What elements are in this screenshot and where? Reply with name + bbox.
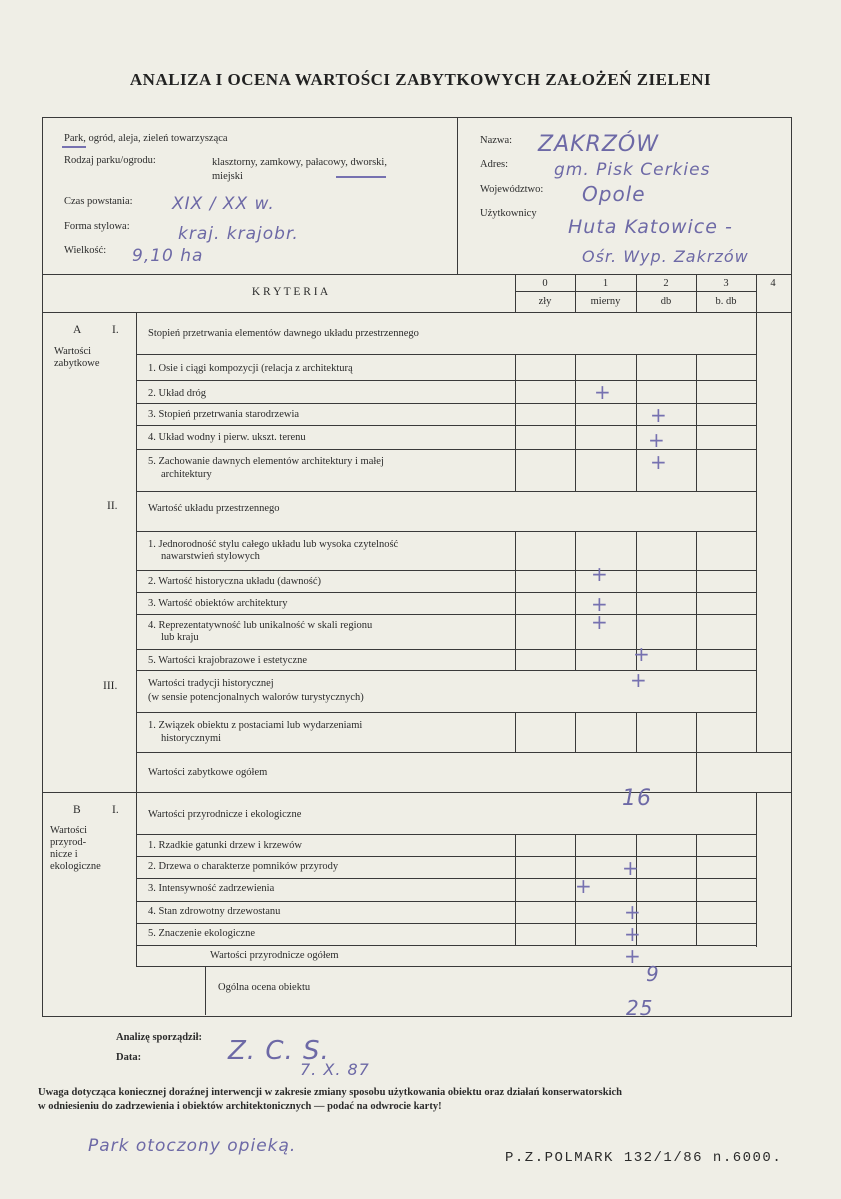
line-n2 <box>136 878 756 879</box>
mark-r5: + <box>650 450 667 474</box>
voivodeship-handwriting: Opole <box>582 182 646 206</box>
size-handwriting: 9,10 ha <box>132 246 204 266</box>
a2-col-3 <box>696 531 697 670</box>
line-total-b <box>136 966 791 967</box>
mark-r2: + <box>594 380 611 404</box>
section-b-roman: I. <box>112 804 119 816</box>
kind-options: klasztorny, zamkowy, pałacowy, dworski, <box>212 157 387 168</box>
line-r1 <box>136 380 756 381</box>
row-a2-5: 5. Wartości krajobrazowe i estetyczne <box>148 655 308 666</box>
name-handwriting: ZAKRZÓW <box>538 132 659 157</box>
b1-side <box>756 792 757 947</box>
kind-underline <box>336 176 386 178</box>
row-b1-2: 2. Drzewa o charakterze pomników przyrody <box>148 861 339 872</box>
b1-col-3 <box>696 834 697 945</box>
section-b-name-1: Wartości <box>50 825 88 836</box>
mark-n2: + <box>622 856 639 880</box>
a3-col-0 <box>515 712 516 752</box>
line-a1-bottom <box>136 491 756 492</box>
a1-col-1 <box>575 354 576 491</box>
row-a1-1: 1. Osie i ciągi kompozycji (relacja z architekturą <box>148 363 353 374</box>
time-label: Czas powstania: <box>64 196 133 207</box>
users-handwriting: Huta Katowice - <box>568 216 733 238</box>
score-2: 2 <box>663 278 669 289</box>
kind-options-2: miejski <box>212 171 243 182</box>
row-b1-4: 4. Stan zdrowotny drzewostanu <box>148 906 281 917</box>
row-a1-4: 4. Układ wodny i pierw. ukszt. terenu <box>148 432 306 443</box>
score-0: 0 <box>542 278 548 289</box>
header-divider <box>457 118 458 274</box>
type-underline <box>62 146 86 148</box>
form-title: ANALIZA I OCENA WARTOŚCI ZABYTKOWYCH ZAŁOŻEŃ ZIELENI <box>129 70 712 89</box>
criteria-label: K R Y T E R I A <box>251 286 329 298</box>
row-a2-4a: 4. Reprezentatywność lub unikalność w skali regionu <box>148 620 373 631</box>
section-a-letter: A <box>73 324 82 336</box>
a2-col-1 <box>575 531 576 670</box>
overall-score: 25 <box>626 996 654 1020</box>
author-label: Analizę sporządził: <box>116 1032 203 1043</box>
note-handwriting: Park otoczony opieką. <box>88 1136 297 1156</box>
address-label: Adres: <box>480 159 508 170</box>
print-code: P.Z.POLMARK 132/1/86 n.6000. <box>505 1150 783 1166</box>
a3-side <box>756 670 757 753</box>
group-a3-title-2: (w sensie potencjonalnych walorów turystycznych) <box>148 692 364 703</box>
line-s4 <box>136 649 756 650</box>
row-a2-2: 2. Wartość historyczna układu (dawność) <box>148 576 322 587</box>
row-a2-1a: 1. Jednorodność stylu całego układu lub wysoka czytelność <box>148 539 399 550</box>
mark-s4: + <box>591 610 608 634</box>
b1-col-0 <box>515 834 516 945</box>
score-4: 4 <box>770 278 776 289</box>
line-b1-top <box>136 834 756 835</box>
name-label: Nazwa: <box>480 135 513 146</box>
section-column-line <box>136 312 137 966</box>
a1-side <box>756 312 757 492</box>
line-a3-bottom <box>136 752 791 753</box>
mark-g3: + <box>630 668 647 692</box>
line-a2-top <box>136 531 756 532</box>
group-b1-title: Wartości przyrodnicze i ekologiczne <box>148 809 302 820</box>
total-a-side <box>696 752 697 792</box>
mark-n4: + <box>624 900 641 924</box>
row-b1-1: 1. Rzadkie gatunki drzew i krzewów <box>148 840 302 851</box>
note-line-1: Uwaga dotycząca koniecznej doraźnej interwencji w zakresie zmiany sposobu użytkowania obiektu oraz działań konserwatorskich <box>38 1087 622 1098</box>
a3-col-2 <box>636 712 637 752</box>
section-a-iii: III. <box>103 680 118 692</box>
row-a1-2: 2. Układ dróg <box>148 388 207 399</box>
row-a3-1a: 1. Związek obiektu z postaciami lub wydarzeniami <box>148 720 363 731</box>
author-signature: Z. C. S. <box>228 1036 330 1066</box>
mark-r3: + <box>650 403 667 427</box>
score-1: 1 <box>602 278 609 289</box>
score-header-mid <box>515 291 757 292</box>
line-a1-top <box>136 354 756 355</box>
line-n4 <box>136 923 756 924</box>
score-label-2: db <box>660 296 672 307</box>
mark-r4: + <box>648 428 665 452</box>
overall-left <box>205 966 206 1015</box>
kind-label: Rodzaj parku/ogrodu: <box>64 155 156 166</box>
row-a2-1b: nawarstwień stylowych <box>161 551 260 562</box>
a1-col-2 <box>636 354 637 491</box>
total-a-label: Wartości zabytkowe ogółem <box>148 767 268 778</box>
type-label: Park, ogród, aleja, zieleń towarzysząca <box>64 133 228 144</box>
section-b-name-3: nicze i <box>50 849 78 860</box>
a2-side <box>756 491 757 671</box>
users-label: Użytkownicy <box>480 208 537 219</box>
total-a-score: 16 <box>622 786 652 811</box>
size-label: Wielkość: <box>64 245 107 256</box>
mark-s3: + <box>591 592 608 616</box>
users-handwriting-2: Ośr. Wyp. Zakrzów <box>582 247 749 266</box>
score-label-0: zły <box>538 296 552 307</box>
total-b-label: Wartości przyrodnicze ogółem <box>210 950 339 961</box>
style-label: Forma stylowa: <box>64 221 130 232</box>
group-a1-title: Stopień przetrwania elementów dawnego układu przestrzennego <box>148 328 419 339</box>
total-b-score: 9 <box>646 962 660 986</box>
mark-total-b: + <box>624 944 641 968</box>
row-a3-1b: historycznymi <box>161 733 222 744</box>
header-bottom-line <box>43 274 791 275</box>
line-b1-bottom <box>136 945 756 946</box>
score-label-3: b. db <box>715 296 737 307</box>
score-3: 3 <box>723 278 729 289</box>
style-handwriting: kraj. krajobr. <box>178 224 299 244</box>
section-a-ii: II. <box>107 500 118 512</box>
score-label-1: mierny <box>590 296 621 307</box>
criteria-header-bottom <box>43 312 791 313</box>
note-line-2: w odniesieniu do zadrzewienia i obiektów architektonicznych — podać na odwrocie karty! <box>38 1101 442 1112</box>
section-b-name-2: przyrod- <box>50 837 87 848</box>
row-a2-3: 3. Wartość obiektów architektury <box>148 598 288 609</box>
section-b-name-4: ekologiczne <box>50 861 101 872</box>
row-b1-5: 5. Znaczenie ekologiczne <box>148 928 255 939</box>
a1-col-0 <box>515 354 516 491</box>
line-n3 <box>136 901 756 902</box>
overall-label: Ogólna ocena obiektu <box>218 982 311 993</box>
row-a1-5a: 5. Zachowanie dawnych elementów architektury i małej <box>148 456 384 467</box>
line-s1 <box>136 570 756 571</box>
line-a2-bottom <box>136 670 756 671</box>
row-a2-4b: lub kraju <box>161 632 199 643</box>
mark-s5: + <box>633 642 650 666</box>
a2-col-0 <box>515 531 516 670</box>
mark-n5: + <box>624 922 641 946</box>
section-b-letter: B <box>73 804 81 816</box>
section-a-roman: I. <box>112 324 119 336</box>
group-a3-title-1: Wartości tradycji historycznej <box>148 678 274 689</box>
mark-s2: + <box>591 562 608 586</box>
section-a-name: Wartości zabytkowe <box>54 346 100 369</box>
line-a3-top <box>136 712 756 713</box>
date-label: Data: <box>116 1052 142 1063</box>
a3-col-1 <box>575 712 576 752</box>
voivodeship-label: Województwo: <box>480 184 544 195</box>
row-b1-3: 3. Intensywność zadrzewienia <box>148 883 275 894</box>
line-n1 <box>136 856 756 857</box>
a1-col-3 <box>696 354 697 491</box>
row-a1-5b: architektury <box>161 469 212 480</box>
row-a1-3: 3. Stopień przetrwania starodrzewia <box>148 409 300 420</box>
address-handwriting: gm. Pisk Cerkies <box>554 160 711 180</box>
a3-col-3 <box>696 712 697 752</box>
line-s2 <box>136 592 756 593</box>
time-handwriting: XIX / XX w. <box>172 194 275 214</box>
section-a-b-divider <box>43 792 791 793</box>
line-s3 <box>136 614 756 615</box>
group-a2-title: Wartość układu przestrzennego <box>148 503 280 514</box>
date-handwriting: 7. X. 87 <box>300 1060 370 1079</box>
mark-n3: + <box>575 874 592 898</box>
